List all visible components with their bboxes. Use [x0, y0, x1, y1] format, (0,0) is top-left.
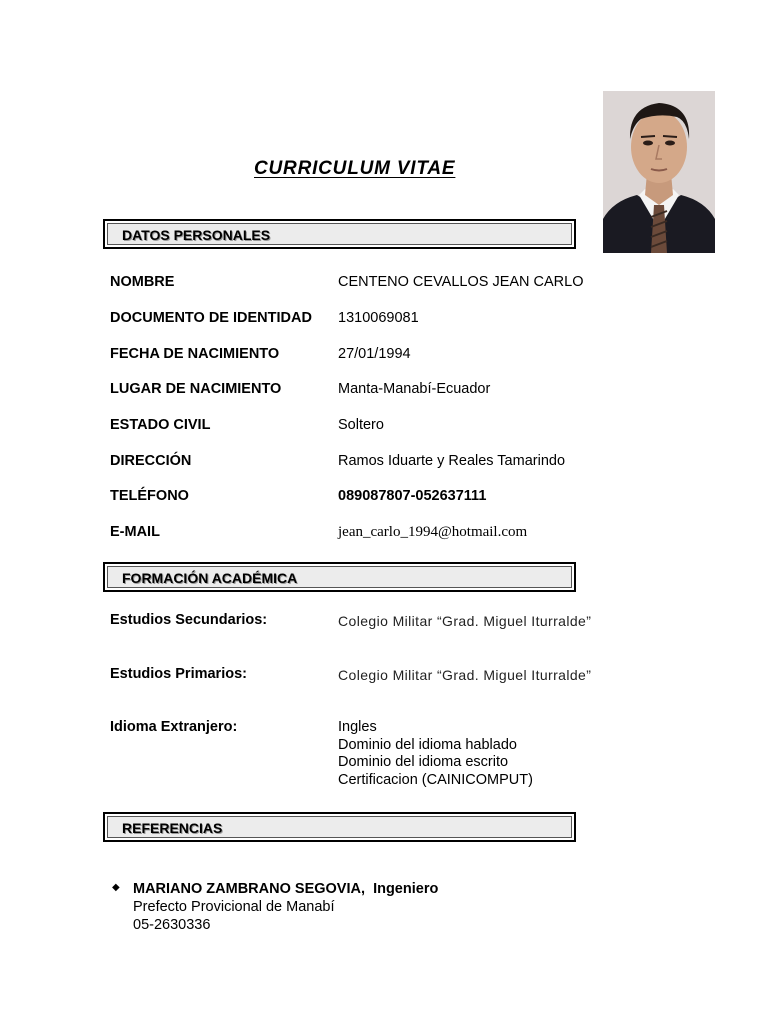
- reference-role: Ingeniero: [373, 881, 439, 897]
- value-idioma-extranjero: [338, 719, 533, 789]
- section-header-academic: [103, 562, 576, 592]
- diamond-bullet-icon: ◆: [112, 882, 120, 893]
- label-telefono: TELÉFONO: [110, 488, 189, 504]
- label-direccion: DIRECCIÓN: [110, 453, 192, 469]
- idioma-line: Ingles: [338, 719, 377, 735]
- label-lugar-nacimiento: LUGAR DE NACIMIENTO: [110, 381, 282, 397]
- value-nombre: CENTENO CEVALLOS JEAN CARLO: [338, 274, 584, 290]
- value-telefono: 089087807-052637111: [338, 488, 487, 504]
- idioma-line: Certificacion (CAINICOMPUT): [338, 771, 533, 788]
- label-idioma-extranjero: Idioma Extranjero:: [110, 719, 238, 735]
- section-header-references: [103, 812, 576, 842]
- idioma-line: Dominio del idioma escrito: [338, 754, 509, 770]
- value-estudios-primarios: Colegio Militar “Grad. Miguel Iturralde”: [338, 667, 592, 683]
- section-header-label: REFERENCIAS: [107, 816, 572, 838]
- label-email: E-MAIL: [110, 524, 160, 540]
- value-fecha-nacimiento: 27/01/1994: [338, 346, 411, 362]
- label-documento: DOCUMENTO DE IDENTIDAD: [110, 310, 312, 326]
- profile-photo: [603, 91, 715, 253]
- section-header-label: FORMACIÓN ACADÉMICA: [107, 566, 572, 588]
- label-estudios-secundarios: Estudios Secundarios:: [110, 612, 268, 628]
- reference-line: Prefecto Provicional de Manabí: [133, 899, 335, 915]
- value-documento: 1310069081: [338, 310, 419, 326]
- idioma-line: Dominio del idioma hablado: [338, 736, 517, 753]
- value-estudios-secundarios: Colegio Militar “Grad. Miguel Iturralde”: [338, 613, 592, 629]
- section-header-label: DATOS PERSONALES: [107, 223, 572, 245]
- reference-line: 05-2630336: [133, 917, 211, 933]
- value-lugar-nacimiento: Manta-Manabí-Ecuador: [338, 381, 491, 397]
- page-title: CURRICULUM VITAE: [254, 158, 456, 179]
- label-estado-civil: ESTADO CIVIL: [110, 417, 211, 433]
- value-direccion: Ramos Iduarte y Reales Tamarindo: [338, 453, 566, 469]
- label-nombre: NOMBRE: [110, 274, 175, 290]
- label-estudios-primarios: Estudios Primarios:: [110, 666, 247, 682]
- label-fecha-nacimiento: FECHA DE NACIMIENTO: [110, 346, 280, 362]
- reference-name: MARIANO ZAMBRANO SEGOVIA,: [133, 881, 365, 897]
- value-estado-civil: Soltero: [338, 417, 384, 433]
- section-header-personal: [103, 219, 576, 249]
- value-email: jean_carlo_1994@hotmail.com: [338, 524, 528, 540]
